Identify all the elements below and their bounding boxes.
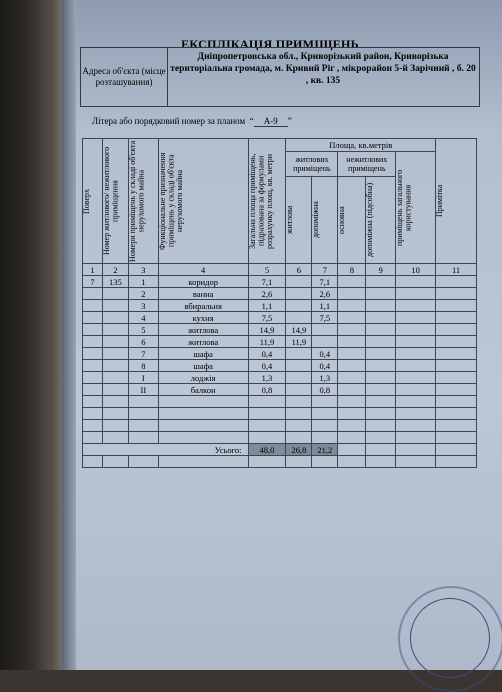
col-living: житлова <box>285 205 295 235</box>
totals-living: 26,8 <box>286 444 312 456</box>
address-box <box>80 47 480 107</box>
table-row: 7 шафа 0,4 0,4 <box>83 348 477 360</box>
explication-table <box>82 138 477 468</box>
empty-row <box>83 432 477 444</box>
litera-label: Літера або порядковий номер за планом <box>92 116 246 126</box>
totals-total: 48,0 <box>248 444 286 456</box>
col-main: основна <box>337 206 347 234</box>
totals-label: Усього: <box>83 444 249 456</box>
totals-aux: 21,2 <box>312 444 338 456</box>
address-value: Дніпропетровська обл., Криворізький район, Криворізька територіальна громада, м. Кривий Ріг , мікрорайон 5-й Зарічний , б. 20 , кв. 135 <box>170 52 476 86</box>
litera-value: А-9 <box>254 116 288 127</box>
col-living-group: житлових приміщень <box>286 152 338 177</box>
col-floor: Поверх <box>82 188 91 214</box>
binder-edge <box>0 0 70 670</box>
col-aux-basement: допоміжна (підсобна) <box>365 182 375 258</box>
table-row: 5 житлова 14,9 14,9 <box>83 324 477 336</box>
col-note: Примітка <box>435 184 445 218</box>
totals-row <box>83 444 477 456</box>
col-aux: допоміжна <box>311 201 321 239</box>
col-room-no: Номери приміщень у складі об'єкта нерухомого майна <box>127 140 146 262</box>
table-row: 4 кухня 7,5 7,5 <box>83 312 477 324</box>
col-area-group: Площа, кв.метрів <box>286 139 436 152</box>
table-row: 2 ванна 2,6 2,6 <box>83 288 477 300</box>
empty-row <box>83 456 477 468</box>
column-number-row: 1 2 3 4 5 6 7 8 9 10 11 <box>83 264 477 276</box>
address-label: Адреса об'єкта (місце розташування) <box>81 48 168 106</box>
col-general: приміщень загального користування <box>395 169 413 246</box>
document-title: ЕКСПЛІКАЦІЯ ПРИМІЩЕНЬ <box>181 37 359 51</box>
table-row: 7 135 1 коридор 7,1 7,1 <box>83 276 477 288</box>
table-row: 6 житлова 11,9 11,9 <box>83 336 477 348</box>
empty-row <box>83 420 477 432</box>
col-purpose: Функціональне призначення приміщень у складі об'єкта нерухомого майна <box>157 152 184 250</box>
official-seal-inner-icon <box>410 598 490 678</box>
table-row: II балкон 0,8 0,8 <box>83 384 477 396</box>
table-row: 3 вбиральня 1,1 1,1 <box>83 300 477 312</box>
empty-row <box>83 396 477 408</box>
col-total: Загальна площа приміщень, підрахована за формулами розрахунку площ, кв. метри <box>247 153 274 249</box>
col-nonliving-group: нежитлових приміщень <box>338 152 396 177</box>
table-row: 8 шафа 0,4 0,4 <box>83 360 477 372</box>
empty-row <box>83 408 477 420</box>
page-fold <box>62 0 76 670</box>
litera-line: Літера або порядковий номер за планом “ А-9 ” <box>92 116 292 126</box>
table-row: I лоджія 1,3 1,3 <box>83 372 477 384</box>
col-apt: Номер житлового/ нежитлового приміщення <box>101 146 120 256</box>
